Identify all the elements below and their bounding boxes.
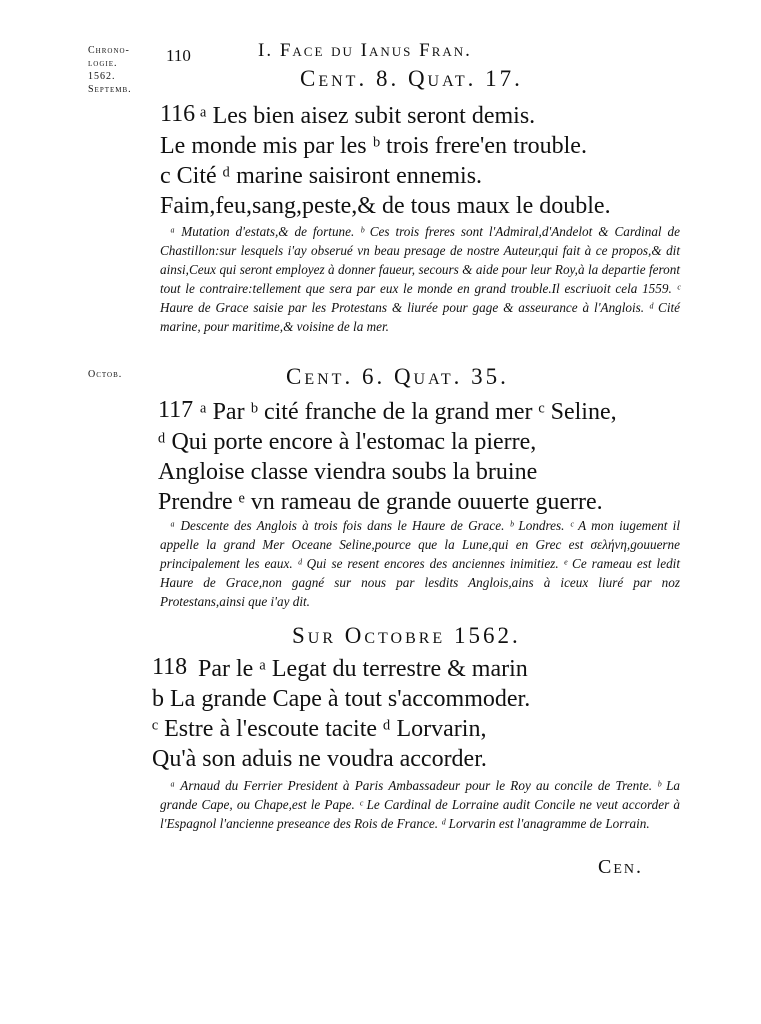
commentary-notes	[160, 516, 680, 611]
margin-note-line: Septemb.	[88, 84, 132, 95]
verse-line: ᵃ Les bien aisez subit seront demis.	[200, 103, 536, 129]
note-text: ᵃ Descente des Anglois à trois fois dans le Haure de Grace. ᵇ Londres. ᶜ A mon iugement il appelle la grand Mer Oceane Seline,pource que la Lune,qui en Grec est σελήνη,gouuerne principalement les eaux. ᵈ Qui se resent encores des anciennes inimitiez. ᵉ Ce rameau est ledit Haure de Grace,non gagné sur nous par lesdits Anglois,ains à iceux liuré par noz Protestans,ainsi que i'ay dit.	[160, 518, 680, 609]
verse-line: Prendre ᵉ vn rameau de grande ouuerte guerre.	[158, 489, 603, 515]
verse-line: Faim,feu,sang,peste,& de tous maux le double.	[160, 193, 611, 219]
verse-line: Le monde mis par les ᵇ trois frere'en trouble.	[160, 133, 587, 159]
note-text: ᵃ Mutation d'estats,& de fortune. ᵇ Ces trois freres sont l'Admiral,d'Andelot & Cardinal de Chastillon:sur lesquels i'ay obserué vn beau presage de nostre Auteur,qui fait à ce propos,& dit ainsi,Ceux qui seront employez à donner faueur, secours & aide pour leur Roy,à la departie feront tout le contraire:tellement que sera par eux le monde en grand trouble.Il escriuoit cela 1559. ᶜ Haure de Grace saisie par les Protestans & liurée pour gage & asseurance à l'Anglois. ᵈ Cité marine, pour maritime,& voisine de la mer.	[160, 224, 680, 334]
section-heading: Cent. 6. Quat. 35.	[286, 364, 509, 389]
margin-note-line: logie.	[88, 58, 118, 69]
verse-line: Angloise classe viendra soubs la bruine	[158, 459, 538, 485]
margin-note-line: Chrono-	[88, 45, 130, 56]
catchword: Cen.	[598, 856, 644, 878]
margin-note-line: 1562.	[88, 71, 116, 82]
running-title: I. Face du Ianus Fran.	[258, 40, 472, 61]
quatrain	[160, 101, 611, 221]
verse-line: ᵈ Qui porte encore à l'estomac la pierre,	[158, 429, 537, 455]
note-text: ᵃ Arnaud du Ferrier President à Paris Ambassadeur pour le Roy au concile de Trente. ᵇ La grande Cape, ou Chape,est le Pape. ᶜ Le Cardinal de Lorraine audit Concile ne veut accorder à l'Espagnol l'ancienne preseance des Rois de France. ᵈ Lorvarin est l'anagramme de Lorrain.	[160, 778, 680, 831]
margin-chronology-note	[88, 44, 132, 96]
commentary-notes	[160, 776, 680, 833]
commentary-notes	[160, 222, 680, 336]
verse-line: ᵃ Par ᵇ cité franche de la grand mer ᶜ Seline,	[200, 399, 617, 425]
verse-line: ᶜ Estre à l'escoute tacite ᵈ Lorvarin,	[152, 716, 487, 742]
quatrain-number: 118	[152, 654, 188, 680]
verse-line: b La grande Cape à tout s'accommoder.	[152, 686, 531, 712]
quatrain-number: 117	[158, 397, 194, 423]
section-heading: Cent. 8. Quat. 17.	[300, 66, 523, 91]
quatrain	[158, 397, 617, 517]
verse-line: c Cité ᵈ marine saisiront ennemis.	[160, 163, 483, 189]
quatrain-number: 116	[160, 101, 196, 127]
quatrain	[152, 654, 530, 774]
verse-line: Qu'à son aduis ne voudra accorder.	[152, 746, 487, 772]
section-heading: Sur Octobre 1562.	[292, 623, 521, 648]
page-number: 110	[166, 46, 191, 65]
margin-month-note: Octob.	[88, 369, 123, 380]
verse-line: Par le ᵃ Legat du terrestre & marin	[198, 656, 528, 682]
